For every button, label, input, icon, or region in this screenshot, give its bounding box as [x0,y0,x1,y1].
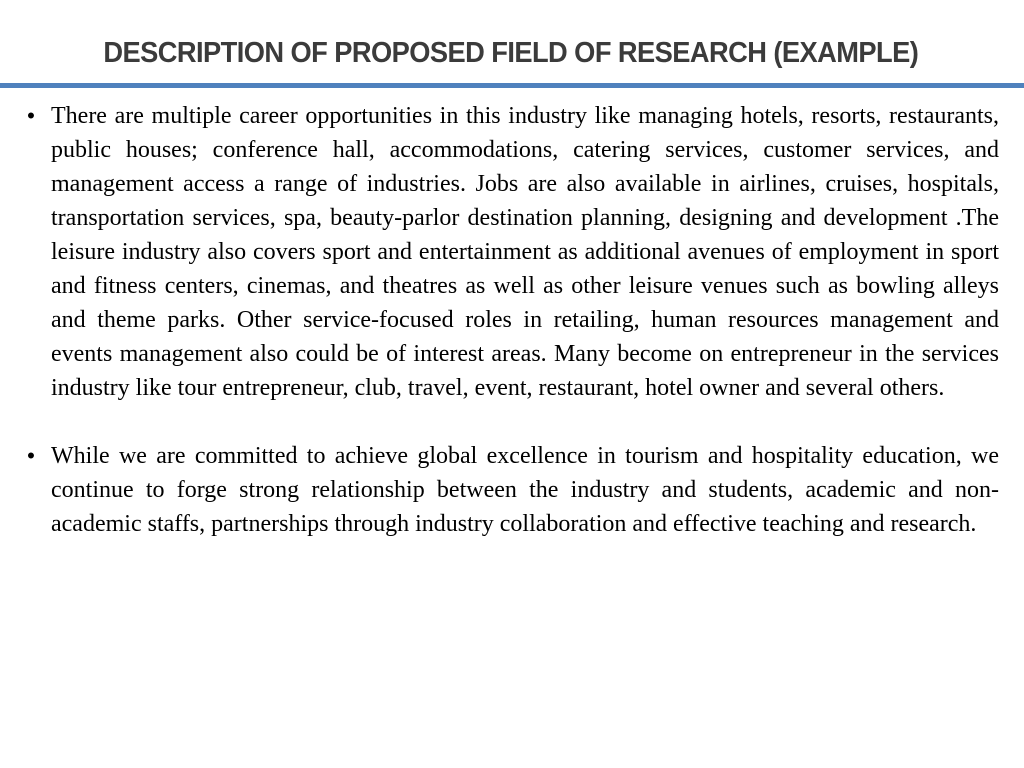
bullet-text: While we are committed to achieve global excellence in tourism and hospitality education, we continue to forge strong relationship between the industry and students, academic and non-academic staffs, partnerships through industry collaboration and effective teaching and research. [51,443,999,537]
bullet-icon: • [27,443,35,468]
bullet-list [24,99,999,541]
slide-title: DESCRIPTION OF PROPOSED FIELD OF RESEARCH (EXAMPLE) [103,37,919,69]
bullet-icon: • [27,103,35,128]
bullet-text: There are multiple career opportunities in this industry like managing hotels, resorts, restaurants, public houses; conference hall, accommodations, catering services, customer services, and management access a range of industries. Jobs are also available in airlines, cruises, hospitals, transportation services, spa, beauty-parlor destination planning, designing and development .The leisure industry also covers sport and entertainment as additional avenues of employment in sport and fitness centers, cinemas, and theatres as well as other leisure venues such as bowling alleys and theme parks. Other service-focused roles in retailing, human resources management and events management also could be of interest areas. Many become on entrepreneur in the services industry like tour entrepreneur, club, travel, event, restaurant, hotel owner and several others. [51,103,999,401]
bullet-item [24,439,999,541]
title-divider [0,83,1024,88]
bullet-item [24,99,999,405]
